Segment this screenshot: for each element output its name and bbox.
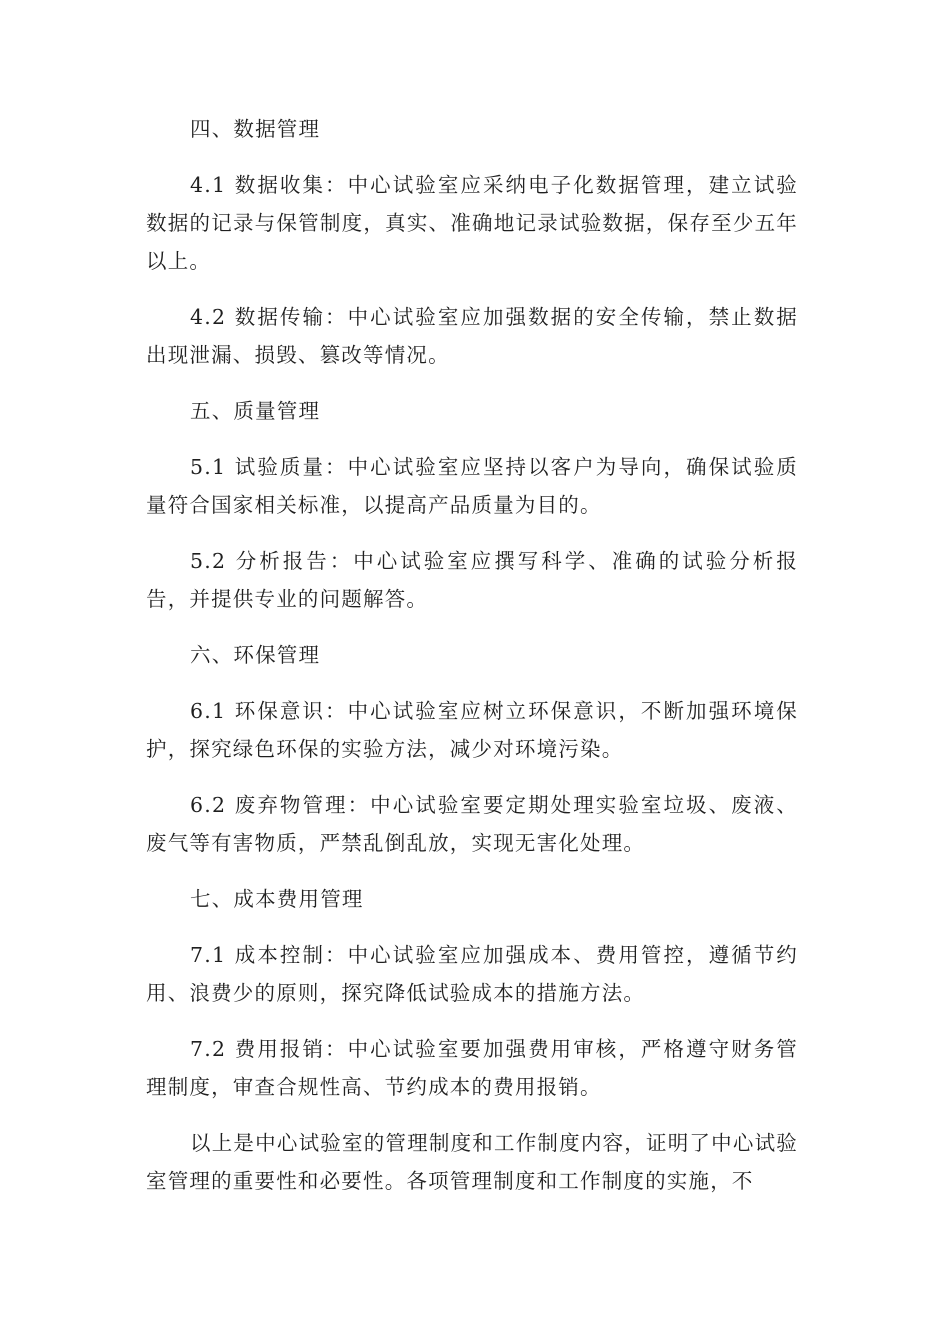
paragraph-4-1-data-collection: 4.1 数据收集：中心试验室应采纳电子化数据管理，建立试验数据的记录与保管制度，真实、准确地记录试验数据，保存至少五年以上。 (146, 173, 798, 273)
paragraph-7-1-cost-control: 7.1 成本控制：中心试验室应加强成本、费用管控，遵循节约用、浪费少的原则，探究降低试验成本的措施方法。 (146, 943, 798, 1005)
section-heading-environmental-management: 六、环保管理 (190, 643, 321, 667)
document-body (146, 110, 798, 1200)
section-heading-data-management: 四、数据管理 (190, 117, 321, 141)
paragraph-6-2-waste-management: 6.2 废弃物管理：中心试验室要定期处理实验室垃圾、废液、废气等有害物质，严禁乱倒乱放，实现无害化处理。 (146, 793, 798, 855)
paragraph-7-2-expense-reimbursement: 7.2 费用报销：中心试验室要加强费用审核，严格遵守财务管理制度，审查合规性高、节约成本的费用报销。 (146, 1037, 798, 1099)
paragraph-5-1-test-quality: 5.1 试验质量：中心试验室应坚持以客户为导向，确保试验质量符合国家相关标准，以提高产品质量为目的。 (146, 455, 798, 517)
paragraph-6-1-environmental-awareness: 6.1 环保意识：中心试验室应树立环保意识，不断加强环境保护，探究绿色环保的实验方法，减少对环境污染。 (146, 699, 798, 761)
paragraph-4-2-data-transmission: 4.2 数据传输：中心试验室应加强数据的安全传输，禁止数据出现泄漏、损毁、篡改等情况。 (146, 305, 798, 367)
paragraph-5-2-analysis-report: 5.2 分析报告：中心试验室应撰写科学、准确的试验分析报告，并提供专业的问题解答。 (146, 549, 798, 611)
paragraph-conclusion: 以上是中心试验室的管理制度和工作制度内容，证明了中心试验室管理的重要性和必要性。各项管理制度和工作制度的实施，不 (146, 1131, 798, 1193)
section-heading-cost-management: 七、成本费用管理 (190, 887, 364, 911)
section-heading-quality-management: 五、质量管理 (190, 399, 321, 423)
